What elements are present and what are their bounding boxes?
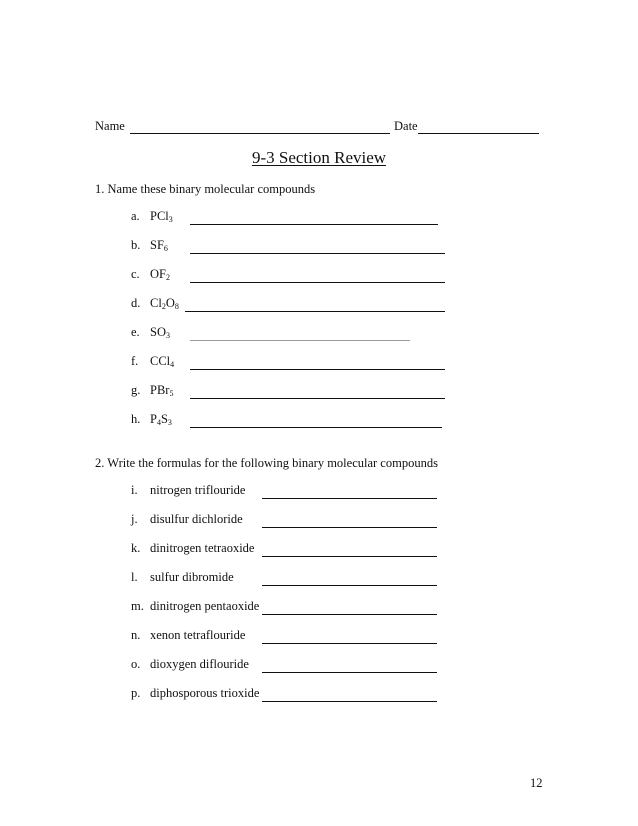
item-letter: f. — [131, 354, 139, 368]
page-title: 9-3 Section Review — [251, 148, 387, 167]
item-letter: m. — [131, 599, 144, 613]
item-letter: j. — [131, 512, 138, 526]
compound-name: sulfur dibromide — [150, 570, 234, 584]
chemical-formula: PCl$_3$ — [150, 209, 173, 224]
compound-name: dioxygen diflouride — [150, 657, 249, 671]
answer-blank[interactable] — [262, 498, 437, 499]
compound-name: nitrogen triflouride — [150, 483, 246, 497]
chemical-formula: $P_4S_3$ — [150, 412, 172, 427]
compound-item — [131, 383, 173, 398]
item-letter: o. — [131, 657, 141, 671]
item-letter: l. — [131, 570, 138, 584]
item-letter: d. — [131, 296, 141, 310]
chemical-formula: PBr$_5$ — [150, 383, 174, 398]
compound-name: dinitrogen tetraoxide — [150, 541, 255, 555]
compound-name: dinitrogen pentaoxide — [150, 599, 260, 613]
compound-name-item — [131, 686, 259, 701]
item-letter: c. — [131, 267, 140, 281]
compound-name-item — [131, 512, 243, 527]
compound-item — [131, 238, 168, 253]
answer-blank[interactable] — [262, 643, 437, 644]
date-field[interactable] — [418, 133, 539, 134]
name-field[interactable] — [130, 133, 390, 134]
item-letter: p. — [131, 686, 141, 700]
item-letter: h. — [131, 412, 141, 426]
answer-blank[interactable] — [185, 311, 445, 312]
item-letter: b. — [131, 238, 141, 252]
compound-name-item — [131, 628, 245, 643]
answer-blank[interactable] — [190, 398, 445, 399]
compound-name-item — [131, 657, 249, 672]
page-number: 12 — [530, 776, 543, 790]
answer-blank[interactable] — [262, 527, 437, 528]
answer-blank[interactable] — [190, 427, 442, 428]
compound-name-item — [131, 570, 234, 585]
compound-item — [131, 325, 170, 340]
compound-name: diphosporous trioxide — [150, 686, 260, 700]
item-letter: e. — [131, 325, 140, 339]
item-letter: a. — [131, 209, 140, 223]
compound-item — [131, 412, 172, 427]
compound-item — [131, 209, 173, 224]
compound-name-item — [131, 541, 254, 556]
answer-blank[interactable] — [190, 253, 445, 254]
compound-item — [131, 354, 174, 369]
compound-name: disulfur dichloride — [150, 512, 243, 526]
date-label: Date — [394, 119, 418, 133]
item-letter: i. — [131, 483, 138, 497]
item-letter: k. — [131, 541, 141, 555]
item-letter: g. — [131, 383, 141, 397]
compound-name: xenon tetraflouride — [150, 628, 246, 642]
compound-name-item — [131, 599, 259, 614]
answer-blank[interactable] — [190, 224, 438, 225]
section1-prompt: 1. Name these binary molecular compounds — [95, 182, 316, 196]
answer-blank[interactable] — [262, 556, 437, 557]
item-letter: n. — [131, 628, 141, 642]
compound-name-item — [131, 483, 245, 498]
compound-item — [131, 296, 179, 311]
chemical-formula: $SF_6$ — [150, 238, 168, 253]
name-label: Name — [95, 119, 125, 133]
answer-blank[interactable] — [262, 614, 437, 615]
answer-blank[interactable] — [262, 701, 437, 702]
chemical-formula: $SO_3$ — [150, 325, 170, 340]
chemical-formula: CCl$_4$ — [150, 354, 175, 369]
answer-blank[interactable] — [190, 282, 445, 283]
answer-blank[interactable] — [262, 585, 437, 586]
chemical-formula: $OF_2$ — [150, 267, 170, 282]
chemical-formula: $Cl_2O_8$ — [150, 296, 179, 311]
compound-item — [131, 267, 170, 282]
answer-blank[interactable] — [262, 672, 437, 673]
answer-blank[interactable] — [190, 369, 445, 370]
section2-prompt: 2. Write the formulas for the following binary molecular compounds — [95, 456, 438, 470]
answer-blank[interactable] — [190, 340, 410, 341]
